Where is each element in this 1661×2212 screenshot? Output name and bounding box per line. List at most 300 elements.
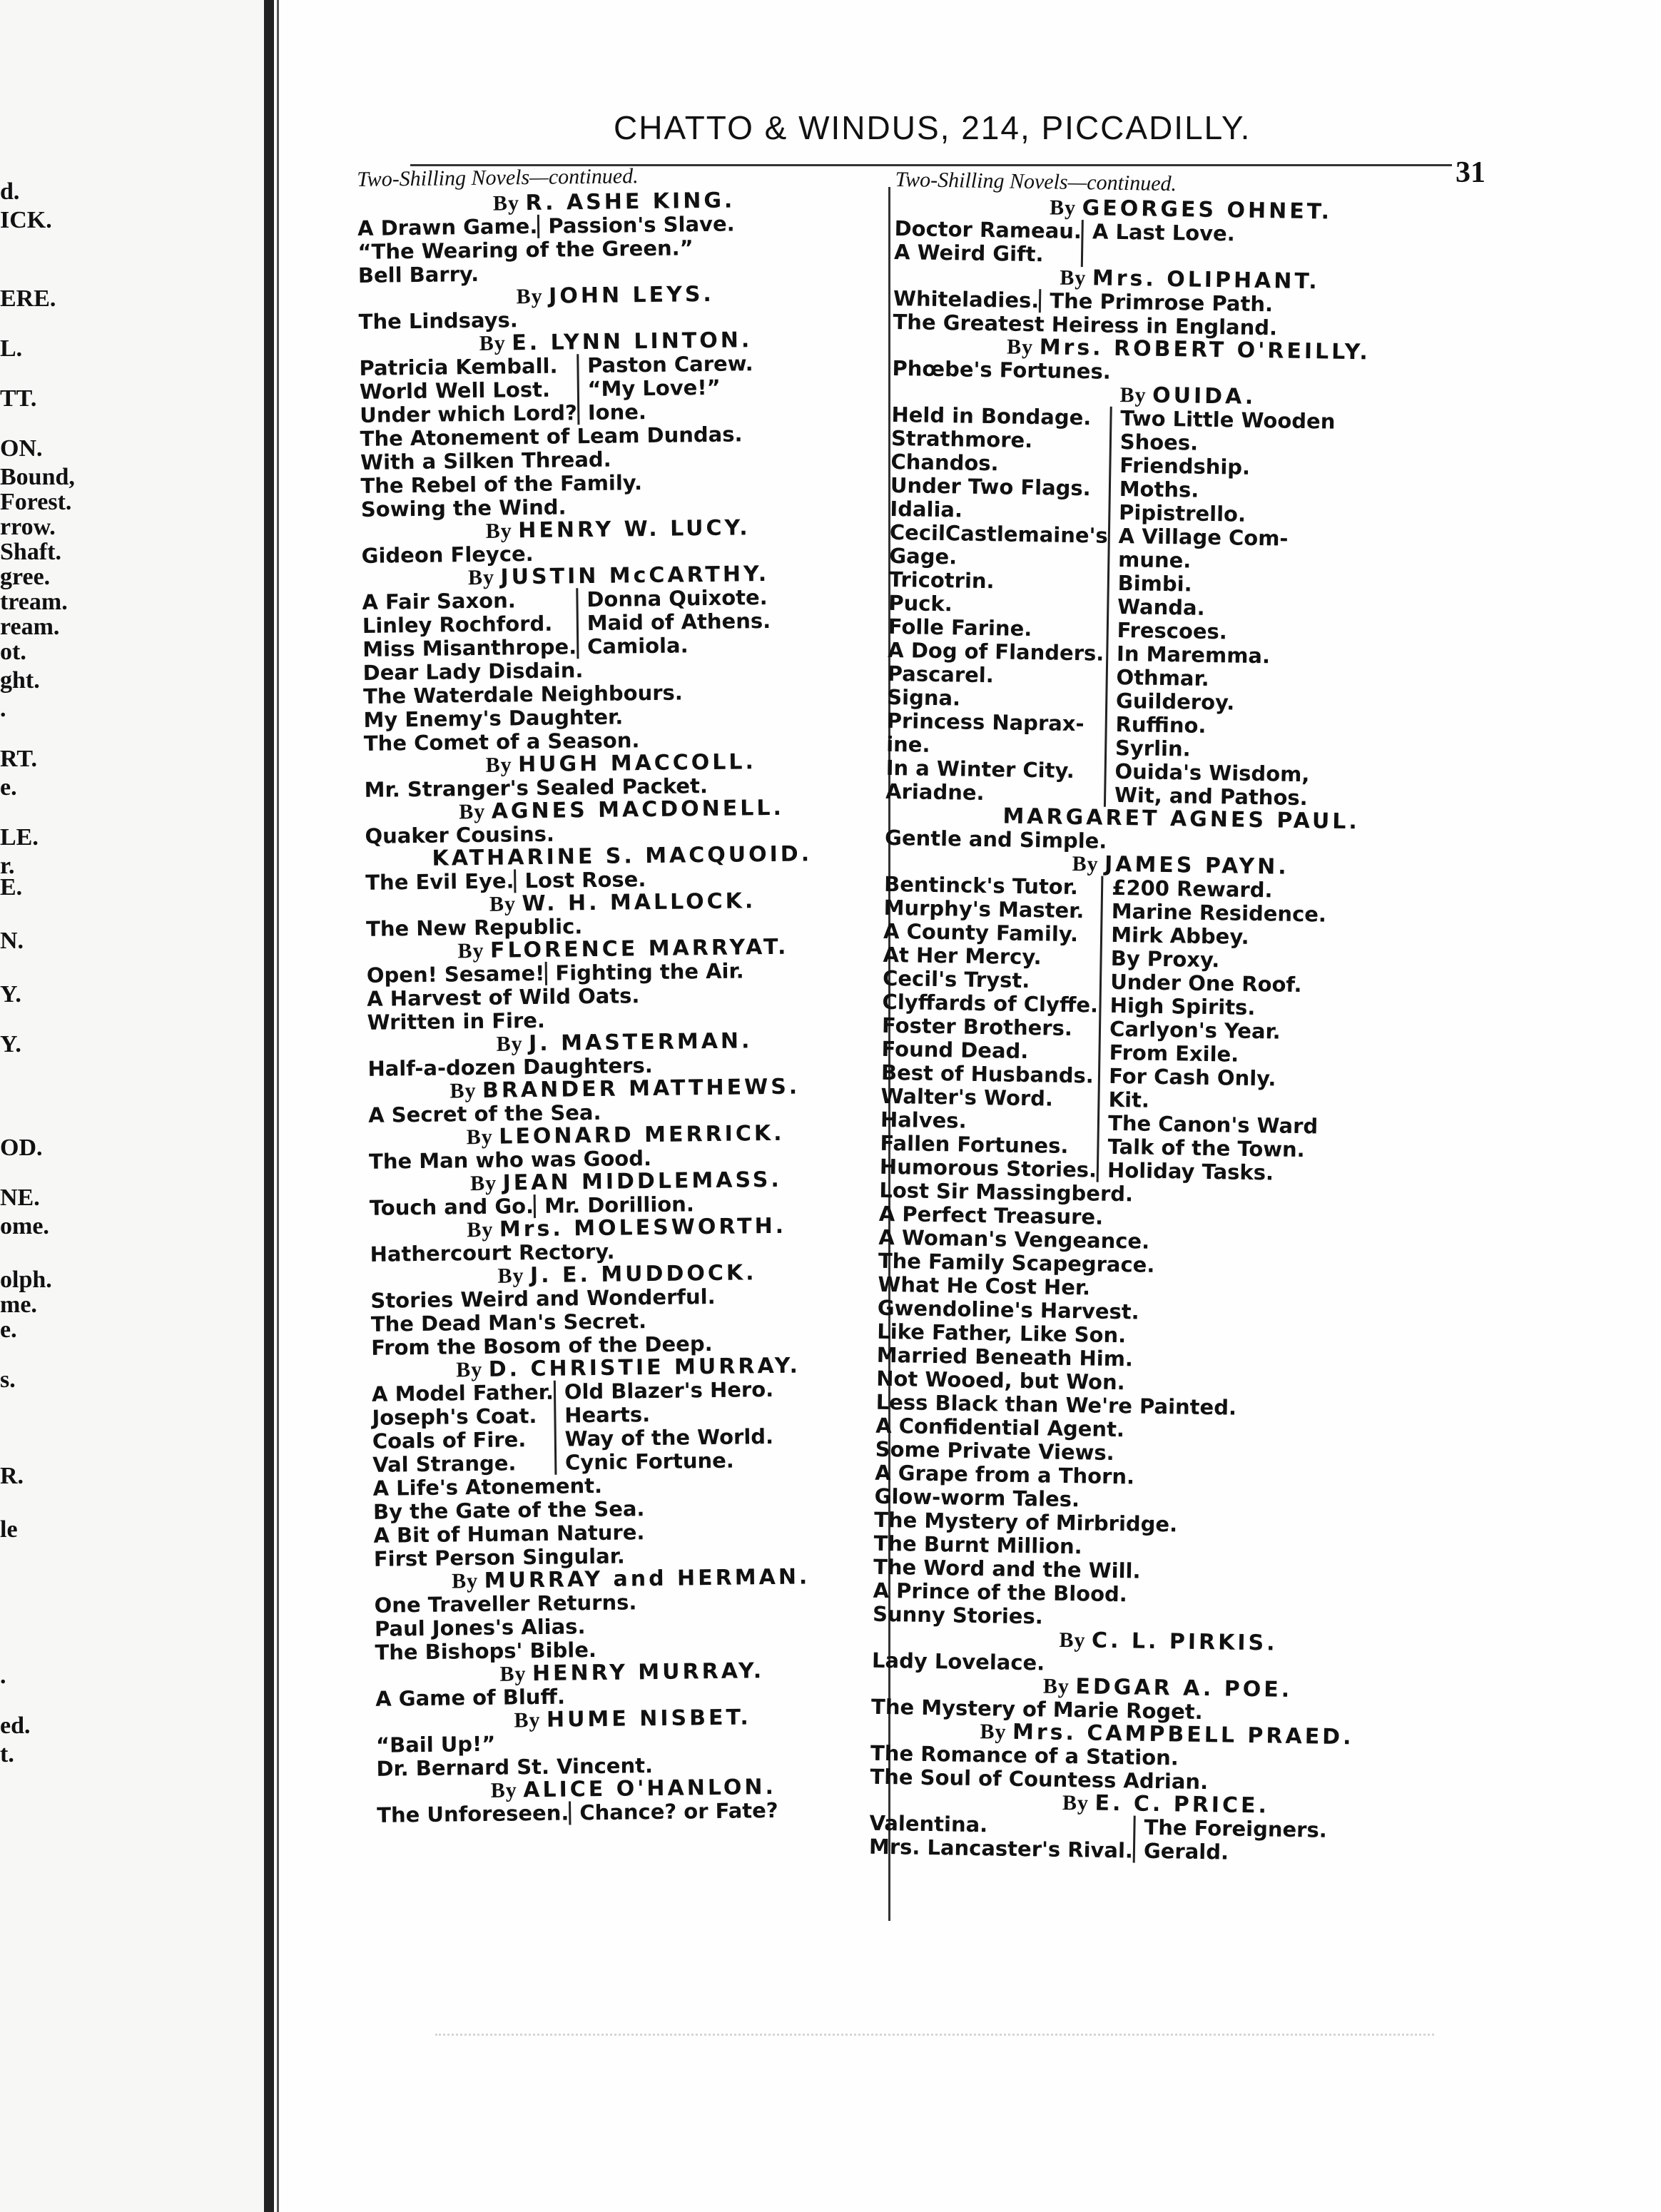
book-title: The Mystery of Mirbridge. xyxy=(873,1507,1178,1537)
author-name: Mrs. ROBERT O'REILLY. xyxy=(1039,335,1371,365)
book-title: “The Wearing of the Green.” xyxy=(357,235,694,264)
book-title: Holiday Tasks. xyxy=(1107,1157,1274,1185)
author-by: By xyxy=(980,1720,1013,1744)
facing-page-fragment: tream. xyxy=(0,589,68,615)
facing-page-fragment: NE. xyxy=(0,1184,40,1211)
book-title: What He Cost Her. xyxy=(878,1272,1091,1300)
book-title: Fighting the Air. xyxy=(555,958,744,985)
author-by: By xyxy=(485,753,519,777)
author-block xyxy=(362,562,878,756)
book-title: Guilderoy. xyxy=(1115,688,1235,715)
book-title: Held in Bondage. xyxy=(891,402,1092,430)
title-column-a xyxy=(372,1381,554,1477)
author-block xyxy=(364,749,878,802)
author-block xyxy=(359,328,875,522)
book-title: One Traveller Returns. xyxy=(374,1590,637,1618)
title-pair xyxy=(885,403,1484,813)
book-title: Best of Husbands. xyxy=(880,1060,1094,1088)
facing-page-fragment: le xyxy=(0,1516,18,1543)
book-title: Syrlin. xyxy=(1114,735,1191,761)
book-title: By the Gate of the Sea. xyxy=(372,1496,645,1524)
title-column-b xyxy=(1081,220,1235,269)
book-title: ine. xyxy=(885,731,930,757)
facing-page-fragment: Y. xyxy=(0,981,21,1008)
facing-page-fragment: ream. xyxy=(0,614,60,640)
facing-page-fragment: r. xyxy=(0,853,15,879)
book-title: A Life's Atonement. xyxy=(372,1473,603,1501)
book-title: A Harvest of Wild Oats. xyxy=(367,983,640,1011)
author-name: KATHARINE S. MACQUOID. xyxy=(432,841,813,871)
book-title: A Model Father. xyxy=(371,1379,554,1406)
author-block xyxy=(885,380,1484,813)
book-title: Cecil's Tryst. xyxy=(882,965,1030,993)
author-name: HUME NISBET. xyxy=(546,1705,751,1732)
book-title: A Confidential Agent. xyxy=(875,1413,1125,1442)
author-block xyxy=(375,1658,890,1711)
book-title: Lady Lovelace. xyxy=(871,1648,1045,1675)
facing-page-fragment: . xyxy=(0,1663,6,1689)
author-name: Mrs. CAMPBELL PRAED. xyxy=(1012,1719,1354,1750)
facing-page-fragment: ome. xyxy=(0,1213,49,1239)
author-by: By xyxy=(1119,382,1153,407)
book-title: Chance? or Fate? xyxy=(579,1797,778,1825)
book-title: Half-a-dozen Daughters. xyxy=(367,1053,653,1081)
facing-page-strip xyxy=(0,0,271,2212)
author-by: By xyxy=(1006,335,1040,360)
book-title: The Unforeseen. xyxy=(377,1800,569,1827)
book-title: From Exile. xyxy=(1109,1040,1239,1067)
author-name: MURRAY and HERMAN. xyxy=(484,1564,811,1593)
author-block xyxy=(361,515,875,568)
book-title: The Mystery of Marie Roget. xyxy=(870,1694,1203,1725)
facing-page-fragment: d. xyxy=(0,178,20,205)
book-title: A Perfect Treasure. xyxy=(878,1201,1104,1229)
book-title: High Spirits. xyxy=(1109,993,1256,1020)
author-name: JEAN MIDDLEMASS. xyxy=(502,1167,782,1196)
title-column-b xyxy=(576,352,754,425)
author-by: By xyxy=(456,1357,489,1382)
facing-page-fragment: . xyxy=(0,696,6,722)
book-title: In Maremma. xyxy=(1116,641,1271,669)
author-name: BRANDER MATTHEWS. xyxy=(482,1074,801,1103)
author-block xyxy=(377,1775,891,1827)
facing-page-fragment: ON. xyxy=(0,435,43,462)
author-block xyxy=(370,1260,885,1360)
author-by: By xyxy=(499,1662,533,1686)
column-heading: Two-Shilling Novels—continued. xyxy=(895,167,1177,196)
book-title: Less Black than We're Painted. xyxy=(875,1389,1237,1420)
book-title: Sunny Stories. xyxy=(872,1601,1044,1629)
title-column-a xyxy=(880,873,1102,1182)
book-title: A Game of Bluff. xyxy=(375,1684,566,1711)
book-title: A Fair Saxon. xyxy=(362,588,516,614)
book-title: Paston Carew. xyxy=(586,351,753,378)
author-name: AGNES MACDONELL. xyxy=(491,795,785,824)
book-title: Gentle and Simple. xyxy=(884,825,1107,853)
author-by: By xyxy=(1062,1790,1095,1815)
column-heading: Two-Shilling Novels—continued. xyxy=(357,164,639,191)
author-name: J. E. MUDDOCK. xyxy=(529,1260,757,1289)
title-column-b xyxy=(576,586,771,659)
book-title: The Bishops' Bible. xyxy=(375,1638,597,1665)
book-title: Friendship. xyxy=(1119,452,1251,480)
book-title: Signa. xyxy=(887,684,961,711)
gutter-shadow xyxy=(277,0,279,2212)
facing-page-fragment: Forest. xyxy=(0,489,72,515)
book-title: A Village Com- xyxy=(1118,523,1289,551)
author-by: By xyxy=(1072,852,1105,876)
book-title: Dear Lady Disdain. xyxy=(362,658,584,685)
book-title: “My Love!” xyxy=(587,375,721,402)
author-block xyxy=(871,1673,1464,1728)
book-title: Carlyon's Year. xyxy=(1109,1016,1281,1044)
author-by: By xyxy=(479,331,512,355)
title-column-b xyxy=(1104,407,1336,811)
author-name: HENRY MURRAY. xyxy=(532,1658,765,1687)
book-title: The Dead Man's Secret. xyxy=(370,1309,647,1336)
book-title: By Proxy. xyxy=(1110,945,1220,973)
bleed-through-dots xyxy=(435,2034,1434,2039)
title-pair xyxy=(362,584,876,661)
book-title: Ione. xyxy=(587,400,647,425)
book-title: The Comet of a Season. xyxy=(363,728,640,756)
book-title: Wit, and Pathos. xyxy=(1114,782,1308,811)
author-name: W. H. MALLOCK. xyxy=(522,888,756,917)
author-block xyxy=(357,188,872,288)
book-title: Whiteladies. xyxy=(893,285,1040,313)
author-block xyxy=(365,842,880,895)
author-name: HUGH MACCOLL. xyxy=(517,749,757,778)
author-name: C. L. PIRKIS. xyxy=(1091,1628,1278,1656)
book-title: Paul Jones's Alias. xyxy=(374,1614,586,1641)
title-column-a xyxy=(357,215,538,240)
book-title: The Word and the Will. xyxy=(873,1554,1141,1583)
book-title: Gerald. xyxy=(1143,1838,1229,1865)
facing-page-fragment: E. xyxy=(0,874,23,900)
author-block xyxy=(893,264,1485,343)
book-title: From the Bosom of the Deep. xyxy=(371,1331,713,1360)
book-title: Kit. xyxy=(1108,1087,1150,1112)
author-name: FLORENCE MARRYAT. xyxy=(489,934,789,963)
book-title: A Prince of the Blood. xyxy=(873,1578,1128,1607)
book-title: Stories Weird and Wonderful. xyxy=(370,1284,716,1313)
book-title: The Canon's Ward xyxy=(1107,1110,1319,1139)
author-by: By xyxy=(467,565,501,590)
author-by: By xyxy=(1042,1674,1076,1699)
book-title: Wanda. xyxy=(1117,594,1205,620)
book-title: Cynic Fortune. xyxy=(564,1448,735,1475)
author-by: By xyxy=(485,519,519,543)
author-by: By xyxy=(469,1171,503,1196)
book-title: Written in Fire. xyxy=(367,1008,546,1035)
author-block xyxy=(892,334,1485,390)
author-block xyxy=(365,796,879,848)
book-title: A Last Love. xyxy=(1092,219,1236,246)
title-column-a xyxy=(869,1812,1134,1863)
book-title: A County Family. xyxy=(883,918,1079,947)
book-title: The Family Scapegrace. xyxy=(878,1248,1155,1277)
author-name: OUIDA. xyxy=(1152,382,1256,410)
book-title: Sowing the Wind. xyxy=(360,494,567,522)
book-title: Pipistrello. xyxy=(1118,499,1246,527)
facing-page-fragment: gree. xyxy=(0,564,51,590)
book-title: Two Little Wooden xyxy=(1120,405,1336,434)
facing-page-fragment: e. xyxy=(0,1316,17,1343)
title-pair xyxy=(359,350,873,427)
book-title: Mirk Abbey. xyxy=(1110,922,1249,949)
book-title: At Her Mercy. xyxy=(883,942,1042,970)
book-title: Chandos. xyxy=(890,449,999,476)
facing-page-fragment: ICK. xyxy=(0,207,52,233)
author-block xyxy=(375,1705,890,1781)
author-name: JAMES PAYN. xyxy=(1104,851,1289,880)
book-title: Halves. xyxy=(880,1107,967,1133)
title-pair xyxy=(372,1376,887,1477)
book-title: Puck. xyxy=(888,590,953,617)
book-title: Phœbe's Fortunes. xyxy=(892,355,1112,384)
title-column-a xyxy=(362,588,576,661)
author-name: GEORGES OHNET. xyxy=(1082,196,1333,225)
page-number: 31 xyxy=(1456,156,1485,189)
author-block xyxy=(371,1354,888,1571)
facing-page-fragment: RT. xyxy=(0,746,38,772)
author-name: JUSTIN McCARTHY. xyxy=(500,561,770,590)
author-name: E. LYNN LINTON. xyxy=(512,328,753,356)
book-title: A Dog of Flanders. xyxy=(888,637,1104,666)
title-column-b xyxy=(1133,1816,1327,1866)
left-column xyxy=(357,159,890,1827)
author-name: D. CHRISTIE MURRAY. xyxy=(488,1353,801,1382)
book-title: The Primrose Path. xyxy=(1050,288,1274,317)
title-pair xyxy=(894,217,1487,273)
book-title: Gwendoline's Harvest. xyxy=(877,1295,1139,1324)
facing-page-fragment: s. xyxy=(0,1366,16,1393)
book-title: Gage. xyxy=(889,543,958,569)
book-title: World Well Lost. xyxy=(359,377,551,404)
author-by: By xyxy=(467,1217,500,1242)
facing-page-fragment: ot. xyxy=(0,639,26,665)
book-title: Lost Rose. xyxy=(524,867,646,893)
facing-page-fragment: ght. xyxy=(0,667,40,694)
book-title: Fallen Fortunes. xyxy=(880,1130,1069,1158)
book-title: Murphy's Master. xyxy=(883,895,1085,923)
book-title: Othmar. xyxy=(1116,664,1209,691)
book-title: The Man who was Good. xyxy=(368,1146,652,1174)
author-by: By xyxy=(451,1568,484,1593)
book-title: Dr. Bernard St. Vincent. xyxy=(376,1753,654,1781)
book-title: Glow-worm Tales. xyxy=(874,1483,1080,1512)
book-title: Pascarel. xyxy=(887,661,995,688)
title-column-a xyxy=(367,962,545,988)
facing-page-fragment: ERE. xyxy=(0,285,56,312)
book-title: Marine Residence. xyxy=(1111,898,1327,927)
author-name: R. ASHE KING. xyxy=(525,188,736,216)
author-name: E. C. PRICE. xyxy=(1094,1790,1270,1819)
author-by: By xyxy=(1060,265,1093,290)
author-block xyxy=(370,1214,884,1267)
title-column-b xyxy=(514,868,646,893)
book-title: “Bail Up!” xyxy=(375,1731,496,1757)
book-title: Touch and Go. xyxy=(369,1194,534,1220)
author-name: JOHN LEYS. xyxy=(548,281,715,309)
facing-page-fragment: N. xyxy=(0,928,24,954)
book-title: Bentinck's Tutor. xyxy=(883,871,1079,900)
book-title: Val Strange. xyxy=(372,1451,517,1477)
author-by: By xyxy=(514,1708,547,1732)
author-by: By xyxy=(497,1264,531,1288)
title-column-b xyxy=(569,1799,778,1825)
book-title: Coals of Fire. xyxy=(372,1427,527,1453)
book-title: The Romance of a Station. xyxy=(870,1740,1179,1770)
author-name: Mrs. OLIPHANT. xyxy=(1092,265,1320,295)
title-column-b xyxy=(537,213,735,238)
book-title: In a Winter City. xyxy=(885,755,1075,783)
title-column-b xyxy=(554,1378,775,1475)
book-title: Hathercourt Rectory. xyxy=(370,1239,615,1267)
book-title: Strathmore. xyxy=(890,425,1033,453)
book-title: Frescoes. xyxy=(1117,617,1228,644)
book-title: First Person Singular. xyxy=(373,1543,626,1571)
author-by: By xyxy=(489,892,522,916)
book-title: Way of the World. xyxy=(564,1424,774,1451)
book-title: £200 Reward. xyxy=(1112,875,1273,903)
book-title: Ouida's Wisdom, xyxy=(1114,759,1310,787)
book-title: mune. xyxy=(1117,547,1192,573)
author-block xyxy=(358,281,873,334)
author-block xyxy=(869,1789,1462,1868)
book-title: Linley Rochford. xyxy=(362,611,553,638)
book-title: Under which Lord? xyxy=(360,400,578,427)
facing-page-fragment: t. xyxy=(0,1741,14,1767)
title-pair xyxy=(377,1797,890,1827)
book-title: My Enemy's Daughter. xyxy=(363,704,624,732)
book-title: Shoes. xyxy=(1119,429,1199,455)
author-by: By xyxy=(459,799,492,824)
title-pair xyxy=(869,1812,1462,1868)
author-block xyxy=(872,1626,1465,1682)
facing-page-fragment: TT. xyxy=(0,385,37,412)
book-title: Mrs. Lancaster's Rival. xyxy=(868,1834,1134,1863)
author-block xyxy=(374,1565,889,1665)
book-title: Ariadne. xyxy=(885,778,985,806)
book-title: A Bit of Human Nature. xyxy=(373,1520,645,1548)
book-title: Donna Quixote. xyxy=(586,585,768,612)
book-title: A Weird Gift. xyxy=(893,239,1044,267)
facing-page-fragment: L. xyxy=(0,335,23,362)
author-by: By xyxy=(492,191,526,215)
book-title: Bimbi. xyxy=(1117,570,1192,597)
title-column-a xyxy=(365,869,514,895)
facing-page-fragment: LE. xyxy=(0,824,39,851)
title-column-b xyxy=(534,1192,694,1218)
facing-page-fragment: e. xyxy=(0,774,17,801)
author-name: J. MASTERMAN. xyxy=(528,1028,753,1057)
book-title: Moths. xyxy=(1119,476,1199,502)
book-title: Miss Misanthrope. xyxy=(362,634,577,661)
book-title: A Drawn Game. xyxy=(357,213,538,240)
book-title: The Lindsays. xyxy=(358,308,519,334)
facing-page-fragment: Shaft. xyxy=(0,539,61,565)
book-title: With a Silken Thread. xyxy=(360,447,611,475)
book-title: Joseph's Coat. xyxy=(372,1404,537,1430)
author-block xyxy=(365,888,880,941)
book-title: Quaker Cousins. xyxy=(365,821,555,848)
book-title: Mr. Stranger's Sealed Packet. xyxy=(364,773,708,802)
author-block xyxy=(369,1167,883,1220)
book-title: Princess Naprax- xyxy=(886,708,1085,736)
author-by: By xyxy=(490,1778,524,1802)
book-title: Clyffards of Clyffe. xyxy=(882,989,1099,1018)
author-by: By xyxy=(496,1032,529,1056)
author-by: By xyxy=(516,284,549,309)
title-column-a xyxy=(894,217,1082,267)
facing-page-fragment: rrow. xyxy=(0,514,56,540)
author-by: By xyxy=(466,1125,499,1150)
author-by: By xyxy=(449,1078,483,1103)
book-title: A Grape from a Thorn. xyxy=(874,1460,1135,1489)
book-title: CecilCastlemaine's xyxy=(889,519,1108,548)
facing-page-fragment: R. xyxy=(0,1463,24,1489)
author-block xyxy=(894,194,1487,273)
book-title: Married Beneath Him. xyxy=(876,1342,1134,1371)
book-title: Open! Sesame! xyxy=(366,960,545,988)
book-title: The Greatest Heiress in England. xyxy=(893,309,1278,340)
book-title: Doctor Rameau. xyxy=(894,215,1082,244)
book-title: Under One Roof. xyxy=(1109,969,1302,998)
author-block xyxy=(366,935,881,1035)
book-title: Idalia. xyxy=(890,496,963,522)
binding-gutter xyxy=(264,0,274,2212)
book-title: Camiola. xyxy=(586,633,689,659)
book-title: The New Republic. xyxy=(365,914,583,941)
author-by: By xyxy=(1059,1628,1092,1653)
book-title: Like Father, Like Son. xyxy=(877,1319,1127,1348)
facing-page-fragment: me. xyxy=(0,1292,37,1318)
title-column-b xyxy=(544,959,744,985)
author-name: Mrs. MOLESWORTH. xyxy=(499,1213,787,1242)
book-title: Hearts. xyxy=(564,1402,651,1428)
book-title: The Waterdale Neighbours. xyxy=(362,680,684,709)
author-by: By xyxy=(457,938,491,963)
book-title: Some Private Views. xyxy=(875,1436,1114,1466)
book-title: Gideon Fleyce. xyxy=(361,542,534,568)
book-title: Humorous Stories. xyxy=(879,1154,1097,1182)
book-title: The Burnt Million. xyxy=(873,1531,1082,1559)
book-title: Bell Barry. xyxy=(357,261,479,288)
title-column-b xyxy=(1097,876,1327,1186)
book-title: The Evil Eye. xyxy=(365,868,514,895)
book-title: A Woman's Vengeance. xyxy=(878,1224,1150,1254)
book-title: Found Dead. xyxy=(881,1036,1029,1064)
book-title: A Secret of the Sea. xyxy=(368,1100,601,1127)
author-name: LEONARD MERRICK. xyxy=(499,1120,785,1150)
book-title: Walter's Word. xyxy=(880,1083,1054,1111)
book-title: Lost Sir Massingberd. xyxy=(879,1177,1134,1207)
book-title: The Foreigners. xyxy=(1144,1815,1328,1842)
facing-page-fragment: OD. xyxy=(0,1135,43,1161)
title-column-a xyxy=(893,287,1040,313)
author-name: HENRY W. LUCY. xyxy=(518,515,751,544)
book-title: For Cash Only. xyxy=(1108,1063,1276,1091)
book-title: Old Blazer's Hero. xyxy=(564,1376,774,1404)
title-column-a xyxy=(377,1802,569,1827)
title-pair xyxy=(880,873,1477,1188)
book-title: The Atonement of Leam Dundas. xyxy=(360,422,743,451)
author-block xyxy=(368,1121,883,1174)
author-block xyxy=(885,803,1478,859)
author-name: EDGAR A. POE. xyxy=(1075,1674,1293,1703)
facing-page-fragment: ed. xyxy=(0,1713,31,1739)
